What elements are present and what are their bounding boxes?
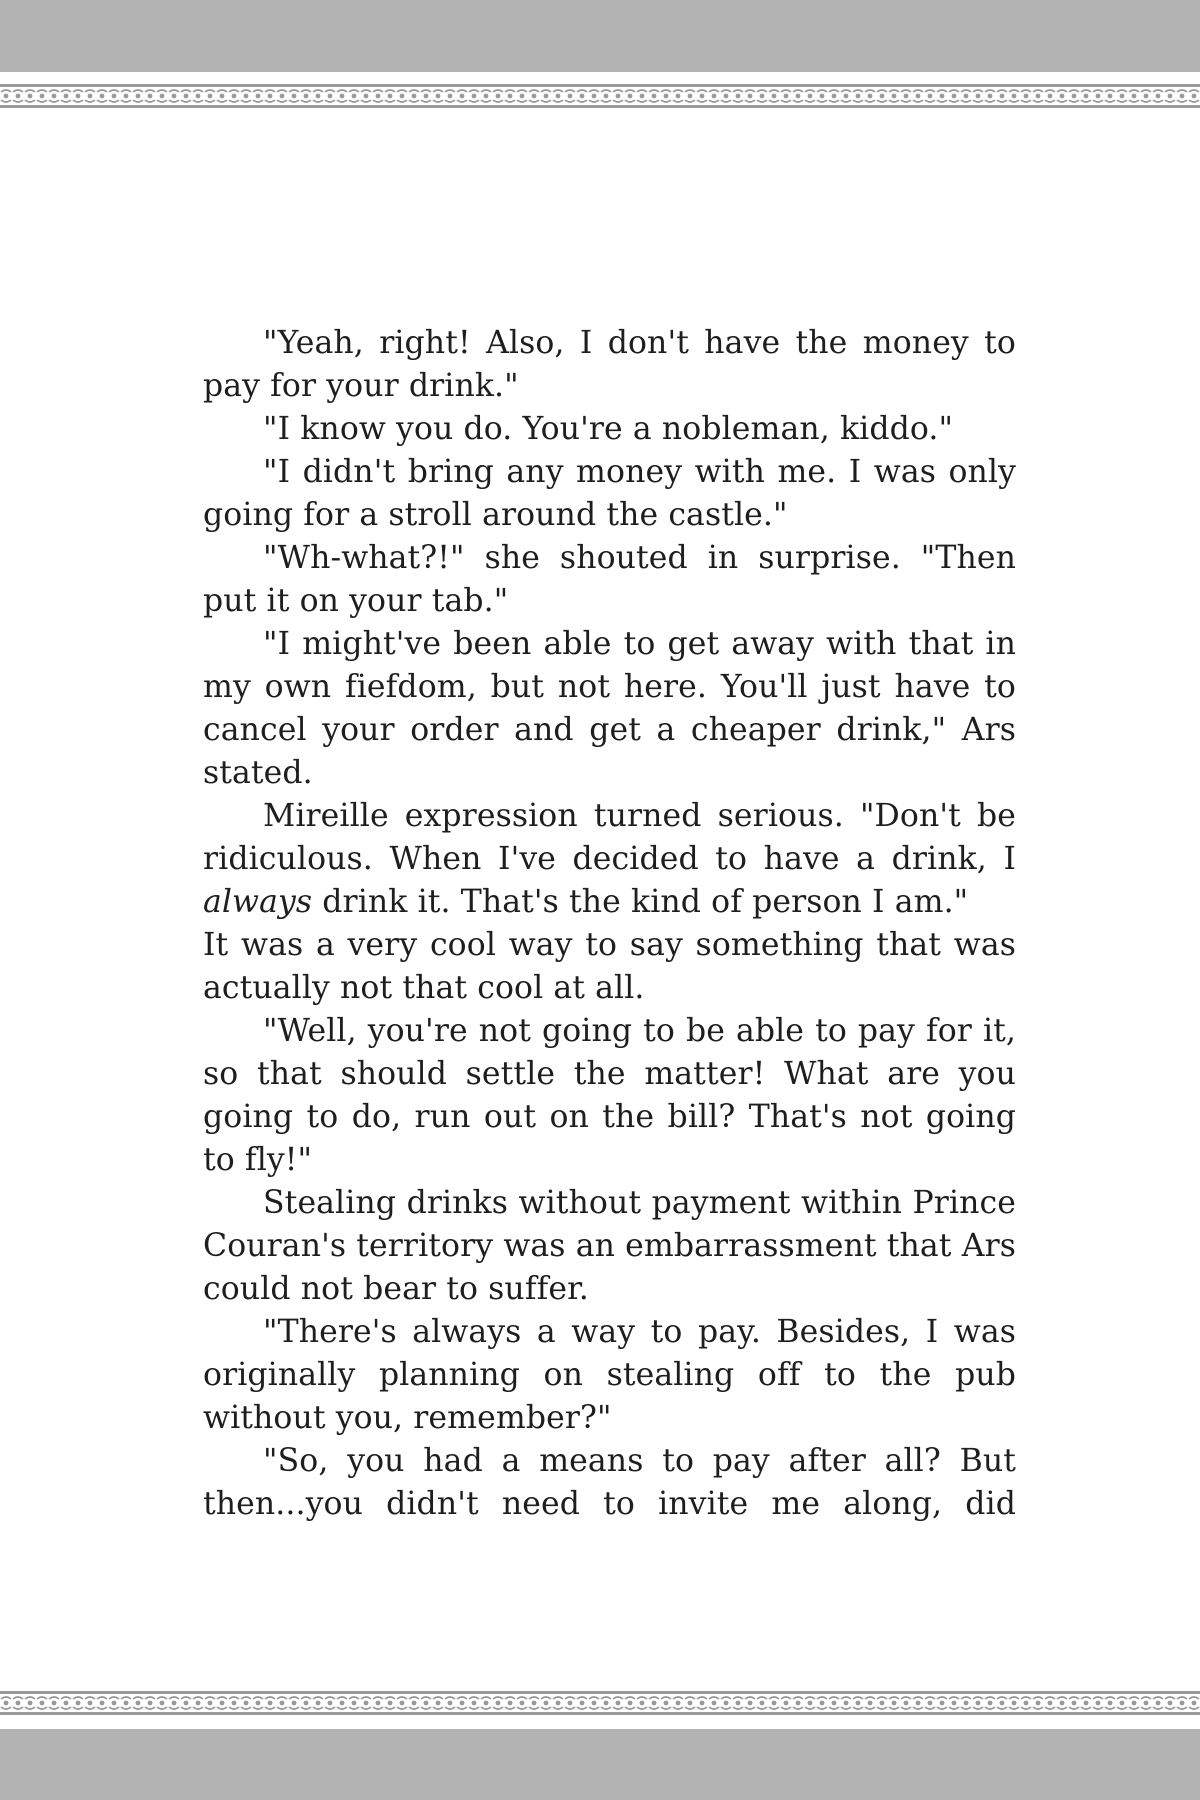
page-body-text <box>203 322 1016 1526</box>
bottom-gray-band <box>0 1729 1200 1800</box>
paragraph: "There's always a way to pay. Besides, I was originally planning on stealing off to the pub without you, remember?" <box>203 1314 1016 1436</box>
bottom-ornamental-border <box>0 1691 1200 1715</box>
paragraph-text-before: Mireille expression turned serious. "Don't be ridiculous. When I've decided to have a drink, I <box>203 798 1016 877</box>
top-ornamental-border <box>0 84 1200 108</box>
paragraph: "I didn't bring any money with me. I was only going for a stroll around the castle." <box>203 454 1016 533</box>
paragraph: "I might've been able to get away with that in my own fiefdom, but not here. You'll just have to cancel your order and get a cheaper drink," Ars stated. <box>203 626 1016 791</box>
paragraph: Stealing drinks without payment within Prince Couran's territory was an embarrassment that Ars could not bear to suffer. <box>203 1185 1016 1307</box>
paragraph: "So, you had a means to pay after all? But then...you didn't need to invite me along, did <box>203 1443 1016 1522</box>
bottom-border-pattern <box>0 1691 1200 1715</box>
paragraph: "I know you do. You're a nobleman, kiddo." <box>263 411 954 447</box>
paragraph: It was a very cool way to say something that was actually not that cool at all. <box>203 927 1016 1006</box>
top-gray-band <box>0 0 1200 72</box>
emphasized-word: always <box>203 884 313 920</box>
top-border-pattern <box>0 84 1200 108</box>
paragraph <box>203 795 1016 924</box>
paragraph: "Wh-what?!" she shouted in surprise. "Then put it on your tab." <box>203 540 1016 619</box>
paragraph-text-after: drink it. That's the kind of person I am." <box>312 884 969 920</box>
paragraph: "Yeah, right! Also, I don't have the money to pay for your drink." <box>203 325 1016 404</box>
paragraph: "Well, you're not going to be able to pay for it, so that should settle the matter! What are you going to do, run out on the bill? That's not going to fly!" <box>203 1013 1016 1178</box>
